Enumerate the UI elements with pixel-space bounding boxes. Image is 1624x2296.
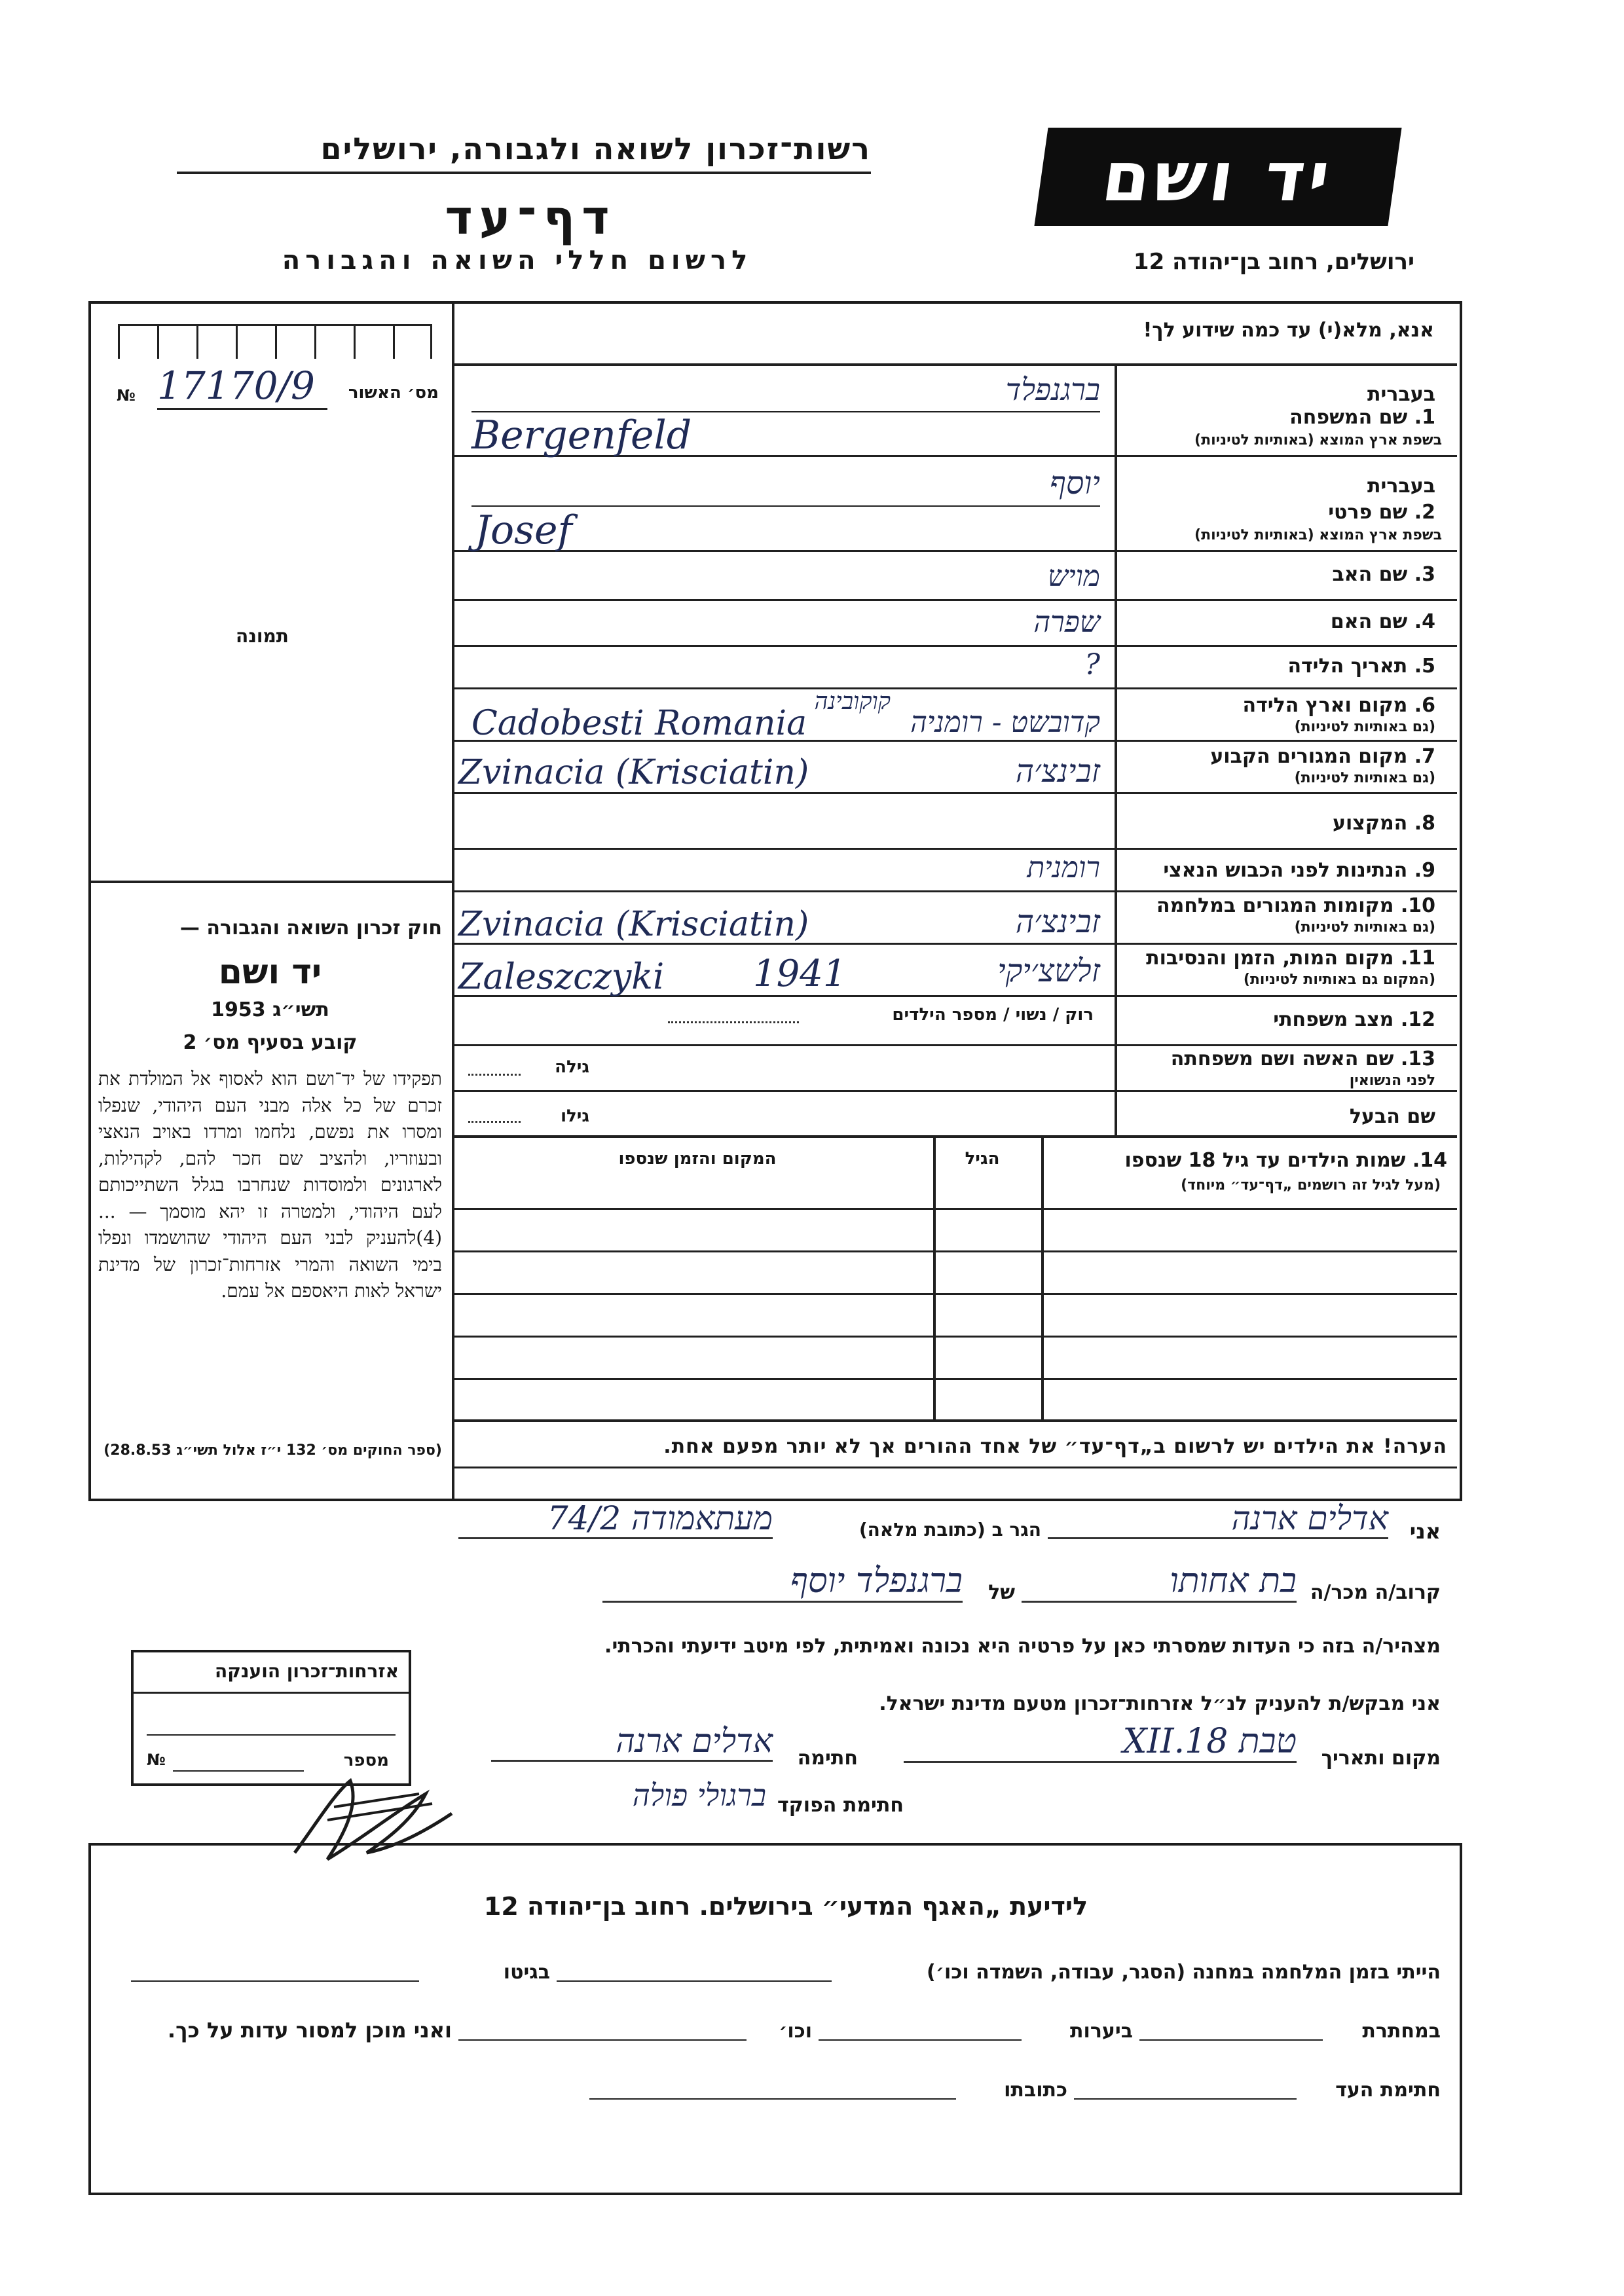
f7-label: 7. מקום המגורים הקבוע bbox=[1210, 745, 1435, 768]
footer-line2-forests: ביערות bbox=[1070, 2020, 1133, 2043]
footer-line3-address: כתובתו bbox=[1004, 2079, 1067, 2102]
f7-latin-value: Zvinacia (Krisciatin) bbox=[458, 753, 809, 792]
husband-label: שם הבעל bbox=[1349, 1105, 1435, 1128]
f1-latin-value: Bergenfeld bbox=[471, 412, 692, 458]
f9-label: 9. הנתינות לפני הכבוש הנאצי bbox=[1163, 859, 1435, 882]
children-col-age: הגיל bbox=[965, 1149, 1000, 1169]
citizenship-title: אזרחות־זכרון הוענקה bbox=[215, 1660, 399, 1682]
footer-line2-underground: במחתרת bbox=[1362, 2020, 1441, 2043]
f3-label: 3. שם האב bbox=[1332, 563, 1435, 586]
f12-options: רוק / נשוי / מספר הילדים bbox=[892, 1005, 1094, 1025]
logo-text: יד ושם bbox=[1097, 137, 1339, 217]
footer-line1-ghetto: בגיטו bbox=[503, 1961, 550, 1984]
decl-place-date-label: מקום ותאריך bbox=[1321, 1747, 1441, 1770]
f4-label: 4. שם האם bbox=[1330, 610, 1435, 633]
top-prompt: אנא, מלא(י) עד כמה שידוע לך! bbox=[1143, 319, 1434, 342]
decl-statement-2: אני מבקש/ת להעניק לנ״ל אזרחות־זכרון מטעם מדינת ישראל. bbox=[879, 1692, 1441, 1715]
f6-hebrew-above: קוקובינה bbox=[814, 688, 891, 715]
law-year: תשי״ג 1953 bbox=[211, 998, 329, 1021]
decl-relation-label: קרוב/ה מכר/ה bbox=[1310, 1581, 1441, 1604]
law-title: חוק זכרון השואה והגבורה — bbox=[179, 917, 442, 939]
citizenship-box bbox=[131, 1650, 411, 1786]
left-column-divider bbox=[452, 304, 454, 1499]
f2-sub: בשפת ארץ המוצא (באותיות לטיניות) bbox=[1194, 527, 1442, 543]
f4-value: שפרה bbox=[1033, 606, 1100, 639]
decl-relation-value: בת אחותו bbox=[1022, 1561, 1297, 1603]
form-title: דף־עד bbox=[445, 190, 616, 245]
f6-hebrew-value: קדובשט - רומניה bbox=[910, 706, 1100, 739]
f6-latin-value: Cadobesti Romania bbox=[471, 704, 807, 743]
footer-heading: לידיעת „האגף המדעי״ בירושלים. רחוב בן־יהודה 12 bbox=[483, 1892, 1088, 1921]
f8-label: 8. המקצוע bbox=[1333, 812, 1435, 835]
approval-number: 17170/9 bbox=[157, 363, 327, 410]
photo-label: תמונה bbox=[236, 625, 289, 647]
f7-sub: (גם באותיות לטיניות) bbox=[1294, 770, 1435, 786]
decl-of-label: של bbox=[988, 1581, 1015, 1604]
left-photo-bottom bbox=[91, 881, 452, 883]
decl-i-name: אדלים ארנה bbox=[1048, 1499, 1388, 1539]
decl-place-date-value: טבת 18.XII bbox=[904, 1722, 1297, 1763]
footer-line2-testimony: ואני מוכן למסור עדות על כך. bbox=[167, 2018, 452, 2043]
law-body: תפקידו של יד־ושם הוא לאסוף אל המולדת את זכרם של כל אלה מבני העם היהודי, שנפלו ומסרו את נפשם, נלחמו ומרדו באויב הנאצי ובעוזריו, ולהציב שם חכר להם, לקהילות, לארגונים ולמוסדות שנחרבו בגלל השתייכותם לעם היהודי, ולמטרה זו יהא מוסמך — ...(4)להעניק לבני העם היהודי שהושמדו ונפלו בימי השואה והמרי אזרחות־זכרון של מדינת ישראל לאות היאספם אל עמם. bbox=[98, 1068, 442, 1302]
f9-value: רומנית bbox=[1027, 851, 1100, 884]
f6-sub: (גם באותיות לטיניות) bbox=[1294, 719, 1435, 735]
decl-resident-label: הגר ב (כתובת מלאה) bbox=[858, 1519, 1041, 1540]
form-subtitle: לרשום חללי השואה והגבורה bbox=[282, 246, 753, 276]
footer-line1-camp: הייתי בזמן המלחמה במחנה (הסגר, עבודה, השמדה וכו׳) bbox=[927, 1961, 1441, 1984]
decl-officer-label: חתימת הפוקד bbox=[777, 1794, 904, 1817]
f10-label: 10. מקומות המגורים במלחמה bbox=[1156, 894, 1435, 917]
f11-year: 1941 bbox=[753, 953, 847, 995]
header-address: ירושלים, רחוב בן־יהודה 12 bbox=[1133, 249, 1414, 275]
approval-label: מס׳ האשור bbox=[348, 383, 439, 403]
approval-boxes bbox=[118, 324, 432, 359]
children-label: 14. שמות הילדים עד גיל 18 שנספו bbox=[1124, 1149, 1447, 1172]
authority-underline bbox=[177, 172, 871, 174]
authority-title: רשות־זכרון לשואה ולגבורה, ירושלים bbox=[320, 131, 871, 166]
f13-sub: לפני הנשואין bbox=[1349, 1072, 1435, 1089]
decl-resident-value: מעתאמודה 74/2 bbox=[458, 1499, 773, 1539]
f5-value: ? bbox=[1084, 648, 1100, 682]
approval-no-mark: № bbox=[117, 386, 136, 405]
f1-heb-tag: בעברית bbox=[1367, 383, 1435, 406]
law-source: (ספר החוקים מס׳ 132 י״ז אלול תשי״ג 28.8.53) bbox=[103, 1442, 442, 1459]
law-clause: קובע בסעיף מס׳ 2 bbox=[183, 1031, 358, 1054]
f12-label: 12. מצב משפחתי bbox=[1273, 1008, 1435, 1031]
decl-signature-value: אדלים ארנה bbox=[491, 1722, 773, 1762]
f7-hebrew-value: זבינצ׳ה bbox=[1015, 753, 1100, 790]
f5-label: 5. תאריך הלידה bbox=[1287, 655, 1435, 678]
f2-label: 2. שם פרטי bbox=[1328, 501, 1435, 524]
citizenship-no-mark: № bbox=[147, 1751, 166, 1769]
decl-signature-label: חתימה bbox=[797, 1747, 858, 1770]
f2-heb-tag: בעברית bbox=[1367, 475, 1435, 498]
f1-label: 1. שם המשפחה bbox=[1289, 406, 1435, 429]
f11-latin-value: Zaleszczyki bbox=[458, 956, 665, 997]
f6-label: 6. מקום וארץ הלידה bbox=[1242, 694, 1435, 717]
f10-latin-value: Zvinacia (Krisciatin) bbox=[458, 905, 809, 944]
f11-sub: (המקום גם באותיות לטיניות) bbox=[1243, 972, 1435, 988]
label-column-divider bbox=[1115, 366, 1117, 1135]
note-text: הערה! את הילדים יש לרשום ב„דף־עד״ של אחד ההורים אך לא יותר מפעם אחת. bbox=[663, 1435, 1447, 1458]
f2-hebrew-value: יוסף bbox=[1049, 465, 1100, 501]
f10-hebrew-value: זבינצ׳ה bbox=[1015, 903, 1100, 940]
law-name: יד ושם bbox=[218, 953, 322, 992]
f11-label: 11. מקום המות, הזמן והנסיבות bbox=[1146, 947, 1435, 970]
f10-sub: (גם באותיות לטיניות) bbox=[1294, 919, 1435, 936]
f11-hebrew-value: זלשצ׳יקי bbox=[997, 953, 1100, 989]
yad-vashem-logo bbox=[1034, 128, 1401, 226]
f13-age-label: גילה bbox=[555, 1057, 589, 1077]
top-prompt-underline bbox=[454, 363, 1457, 366]
f13-label: 13. שם האשה ושם משפחתה bbox=[1170, 1048, 1435, 1070]
f3-value: מויש bbox=[1047, 560, 1100, 593]
children-sub: (מעל לגיל זה רושמים „דף־עד״ מיוחד) bbox=[1181, 1177, 1441, 1194]
decl-officer-value: ברגולי פולה bbox=[632, 1777, 766, 1813]
children-col-place: המקום והזמן שנספו bbox=[618, 1149, 777, 1169]
f1-sub: בשפת ארץ המוצא (באותיות לטיניות) bbox=[1194, 432, 1442, 448]
f2-latin-value: Josef bbox=[475, 507, 572, 553]
husband-age-label: גילו bbox=[561, 1106, 589, 1126]
citizenship-number-label: מספר bbox=[343, 1751, 389, 1770]
f1-hebrew-value: ברגנפלד bbox=[1005, 372, 1100, 407]
decl-of-value: ברגנפלד יוסף bbox=[602, 1561, 963, 1603]
footer-line2-etc: וכו׳ bbox=[779, 2020, 812, 2043]
footer-line3-signature: חתימת העד bbox=[1335, 2079, 1441, 2102]
decl-i-label: אני bbox=[1409, 1519, 1441, 1544]
decl-statement-1: מצהיר/ה בזה כי העדות שמסרתי כאן על פרטיה היא נכונה ואמיתית, לפי מיטב ידיעתי והכרתי. bbox=[604, 1635, 1441, 1658]
